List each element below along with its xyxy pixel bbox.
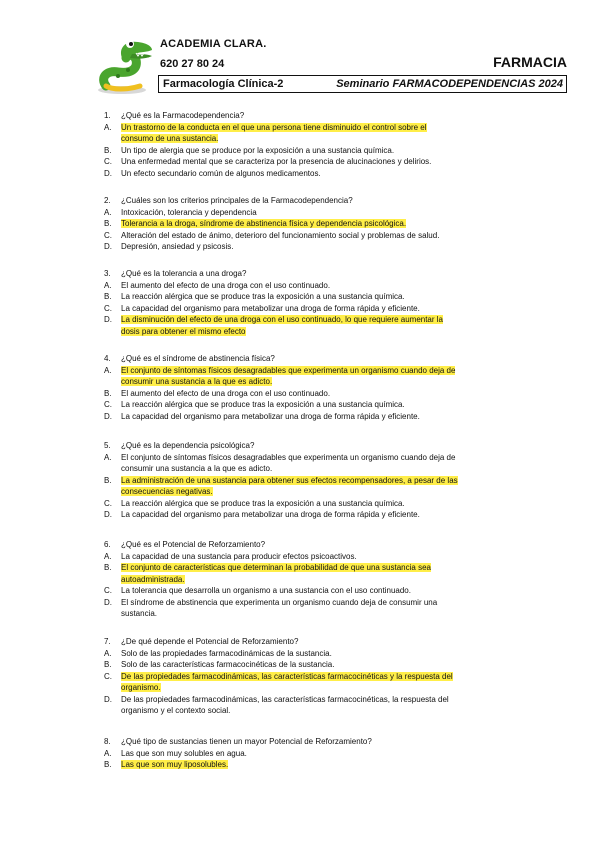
option-text-line: La reacción alérgica que se produce tras la exposición a una sustancia química. xyxy=(121,292,405,301)
course-title: Farmacología Clínica-2 xyxy=(163,78,284,90)
question-block xyxy=(104,440,504,521)
option-letter: C. xyxy=(104,303,112,313)
option-text-line: El síndrome de abstinencia que experimenta un organismo cuando deja de consumir una xyxy=(121,597,438,607)
option-text-line: El conjunto de síntomas físicos desagradables que experimenta un organismo cuando deja de xyxy=(121,365,456,375)
phone-number: 620 27 80 24 xyxy=(160,58,225,70)
option-text-line: organismo. xyxy=(121,683,161,692)
option-letter: A. xyxy=(104,122,112,132)
option-text-line: Un tipo de alergia que se produce por la exposición a una sustancia química. xyxy=(121,145,395,155)
answer-option xyxy=(104,207,504,219)
option-text-line: Intoxicación, tolerancia y dependencia xyxy=(121,207,257,217)
answer-option-correct xyxy=(104,314,504,337)
option-text-line: De las propiedades farmacodinámicas, las características farmacocinéticas, la respuesta del xyxy=(121,694,449,704)
question-heading xyxy=(104,636,504,648)
option-text-line: El conjunto de síntomas físicos desagradables que experimenta un organismo cuando deja de xyxy=(121,452,456,462)
option-letter: A. xyxy=(104,365,112,375)
option-letter: C. xyxy=(104,671,112,681)
answer-option xyxy=(104,230,504,242)
question-text: ¿Qué es la dependencia psicológica? xyxy=(121,441,255,450)
course-bar xyxy=(158,75,567,93)
option-letter: D. xyxy=(104,510,112,519)
question-heading xyxy=(104,268,504,280)
option-text-line: El conjunto de características que determinan la probabilidad de que una sustancia sea xyxy=(121,563,431,572)
answer-option xyxy=(104,411,504,423)
answer-option xyxy=(104,648,504,660)
answer-option xyxy=(104,585,504,597)
option-letter: C. xyxy=(104,498,112,508)
option-text-line: La reacción alérgica que se produce tras la exposición a una sustancia química. xyxy=(121,498,405,508)
answer-option-correct xyxy=(104,562,504,585)
option-text-line: Solo de las características farmacocinéticas de la sustancia. xyxy=(121,660,335,669)
question-block xyxy=(104,736,504,771)
option-text-line: La capacidad del organismo para metabolizar una droga de forma rápida y eficiente. xyxy=(121,510,420,519)
option-letter: D. xyxy=(104,597,112,607)
option-letter: C. xyxy=(104,230,112,240)
question-text: ¿Qué es el síndrome de abstinencia física? xyxy=(121,354,275,363)
option-letter: B. xyxy=(104,292,112,301)
option-letter: B. xyxy=(104,475,112,485)
option-letter: D. xyxy=(104,315,112,324)
option-text-line: La administración de una sustancia para obtener sus efectos recompensadores, a pesar de las xyxy=(121,475,458,485)
answer-option xyxy=(104,452,504,475)
option-text-line: autoadministrada. xyxy=(121,574,185,584)
option-text-line: dosis para obtener el mismo efecto xyxy=(121,326,246,336)
option-letter: D. xyxy=(104,242,112,251)
answer-option xyxy=(104,597,504,620)
question-number: 5. xyxy=(104,441,111,450)
question-heading xyxy=(104,353,504,365)
answer-option-correct xyxy=(104,122,504,145)
question-text: ¿Cuáles son los criterios principales de la Farmacodependencia? xyxy=(121,196,353,205)
seminar-title: Seminario FARMACODEPENDENCIAS 2024 xyxy=(336,78,563,90)
option-text-line: Un trastorno de la conducta en el que una persona tiene disminuido el control sobre el xyxy=(121,122,427,132)
option-letter: A. xyxy=(104,452,112,462)
question-text: ¿De qué depende el Potencial de Reforzamiento? xyxy=(121,637,299,646)
question-heading xyxy=(104,539,504,551)
answer-option-correct xyxy=(104,759,504,771)
question-block xyxy=(104,539,504,620)
answer-option xyxy=(104,388,504,400)
option-text-line: organismo y el contexto social. xyxy=(121,706,231,715)
answer-option xyxy=(104,241,504,253)
answer-option xyxy=(104,303,504,315)
question-text: ¿Qué tipo de sustancias tienen un mayor Potencial de Reforzamiento? xyxy=(121,737,372,746)
option-letter: A. xyxy=(104,748,112,758)
answer-option xyxy=(104,694,504,717)
option-text-line: La reacción alérgica que se produce tras la exposición a una sustancia química. xyxy=(121,400,405,409)
option-text-line: sustancia. xyxy=(121,609,158,618)
option-text-line: consumo de una sustancia. xyxy=(121,134,219,143)
question-text: ¿Qué es la Farmacodependencia? xyxy=(121,111,245,120)
option-letter: B. xyxy=(104,760,112,769)
option-text-line: Solo de las propiedades farmacodinámicas de la sustancia. xyxy=(121,648,332,658)
option-text-line: La disminución del efecto de una droga con el uso continuado, lo que requiere aumentar la xyxy=(121,315,443,324)
option-letter: A. xyxy=(104,551,112,561)
question-heading xyxy=(104,440,504,452)
answer-option xyxy=(104,509,504,521)
question-number: 4. xyxy=(104,354,111,363)
answer-option xyxy=(104,551,504,563)
question-number: 3. xyxy=(104,269,111,278)
answer-option xyxy=(104,399,504,411)
option-text-line: El aumento del efecto de una droga con el uso continuado. xyxy=(121,388,331,398)
question-text: ¿Qué es la tolerancia a una droga? xyxy=(121,269,247,278)
option-text-line: consumir una sustancia a la que es adicto. xyxy=(121,377,273,386)
question-block xyxy=(104,110,504,179)
answer-option xyxy=(104,156,504,168)
option-letter: C. xyxy=(104,157,112,166)
answer-option xyxy=(104,659,504,671)
option-letter: D. xyxy=(104,168,112,178)
option-letter: A. xyxy=(104,648,112,658)
option-letter: D. xyxy=(104,411,112,421)
answer-option xyxy=(104,145,504,157)
option-text-line: Alteración del estado de ánimo, deterioro del funcionamiento social y problemas de salud. xyxy=(121,230,440,240)
option-text-line: La capacidad del organismo para metabolizar una droga de forma rápida y eficiente. xyxy=(121,411,420,421)
question-text: ¿Qué es el Potencial de Reforzamiento? xyxy=(121,540,266,549)
option-text-line: La tolerancia que desarrolla un organismo a una sustancia con el uso continuado. xyxy=(121,586,411,595)
option-text-line: De las propiedades farmacodinámicas, las características farmacocinéticas y la respuesta del xyxy=(121,671,453,681)
option-letter: C. xyxy=(104,400,112,409)
answer-option-correct xyxy=(104,475,504,498)
option-letter: B. xyxy=(104,219,112,228)
option-letter: B. xyxy=(104,388,112,398)
question-number: 7. xyxy=(104,637,111,646)
question-number: 6. xyxy=(104,540,111,549)
answer-option xyxy=(104,291,504,303)
option-text-line: El aumento del efecto de una droga con el uso continuado. xyxy=(121,280,331,290)
option-text-line: Depresión, ansiedad y psicosis. xyxy=(121,242,234,251)
answer-option xyxy=(104,168,504,180)
question-block xyxy=(104,353,504,422)
question-number: 8. xyxy=(104,737,111,746)
crocodile-logo-icon xyxy=(92,36,156,96)
option-text-line: consumir una sustancia a la que es adicto. xyxy=(121,464,273,473)
question-number: 1. xyxy=(104,111,111,120)
answer-option-correct xyxy=(104,365,504,388)
option-text-line: consecuencias negativas. xyxy=(121,487,213,496)
option-text-line: La capacidad de una sustancia para producir efectos psicoactivos. xyxy=(121,551,357,561)
option-text-line: Una enfermedad mental que se caracteriza por la presencia de alucinaciones y delirios. xyxy=(121,157,432,166)
option-text-line: Las que son muy solubles en agua. xyxy=(121,748,247,758)
option-letter: D. xyxy=(104,694,112,704)
option-text-line: Tolerancia a la droga, síndrome de abstinencia física y dependencia psicológica. xyxy=(121,219,407,228)
option-letter: A. xyxy=(104,207,112,217)
option-text-line: Un efecto secundario común de algunos medicamentos. xyxy=(121,168,321,178)
option-letter: C. xyxy=(104,586,112,595)
option-letter: A. xyxy=(104,280,112,290)
question-block xyxy=(104,636,504,717)
option-letter: B. xyxy=(104,145,112,155)
option-letter: B. xyxy=(104,563,112,572)
option-text-line: La capacidad del organismo para metabolizar una droga de forma rápida y eficiente. xyxy=(121,303,420,313)
question-heading xyxy=(104,736,504,748)
subject-area: FARMACIA xyxy=(493,54,567,70)
question-number: 2. xyxy=(104,196,111,205)
question-heading xyxy=(104,195,504,207)
answer-option xyxy=(104,748,504,760)
answer-option xyxy=(104,498,504,510)
question-block xyxy=(104,268,504,337)
option-letter: B. xyxy=(104,660,112,669)
academy-name: ACADEMIA CLARA. xyxy=(160,38,267,50)
answer-option xyxy=(104,280,504,292)
answer-option-correct xyxy=(104,671,504,694)
question-heading xyxy=(104,110,504,122)
option-text-line: Las que son muy liposolubles. xyxy=(121,760,229,769)
question-block xyxy=(104,195,504,253)
answer-option-correct xyxy=(104,218,504,230)
